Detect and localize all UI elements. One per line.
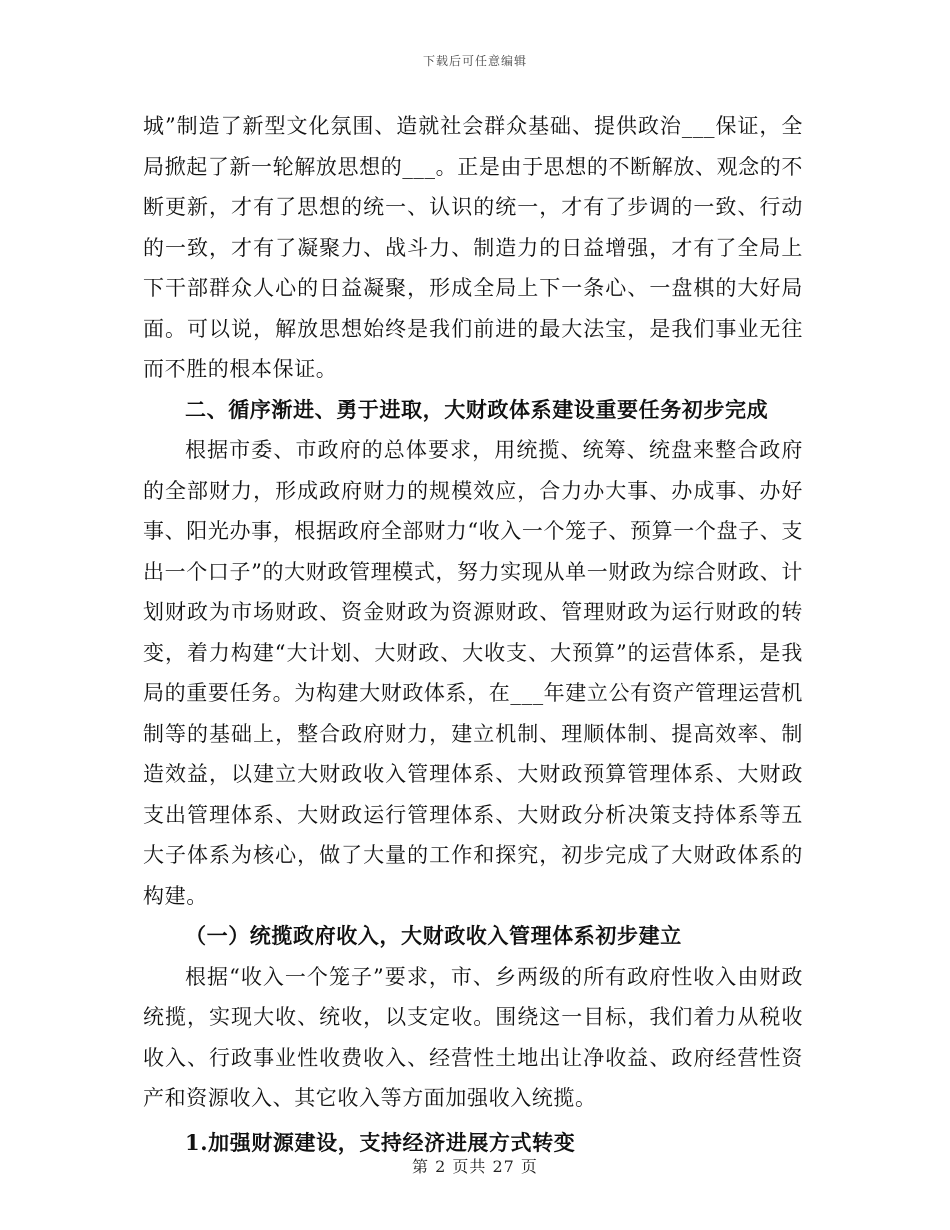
item-heading: 1.加强财源建设，支持经济进展方式转变: [185, 1129, 576, 1155]
body-paragraph: 城”制造了新型文化氛围、造就社会群众基础、提供政治___保证，全局掀起了新一轮解放思想的___。正是由于思想的不断解放、观念的不断更新，才有了思想的统一、认识的统一，才有了步调的一致、行动的一致，才有了凝聚力、战斗力、制造力的日益增强，才有了全局上下干部群众人心的日益凝聚，形成全局上下一条心、一盘棋的大好局面。可以说，解放思想始终是我们前进的最大法宝，是我们事业无往而不胜的根本保证。: [143, 114, 803, 381]
subsection-heading: （一）统揽政府收入，大财政收入管理体系初步建立: [185, 923, 682, 948]
page-header: 下载后可任意编辑: [422, 54, 527, 68]
page-body: [143, 106, 803, 1163]
page-number: 第 2 页共 27 页: [412, 1157, 538, 1176]
body-paragraph: 根据“收入一个笼子”要求，市、乡两级的所有政府性收入由财政统揽，实现大收、统收，以支定收。围绕这一目标，我们着力从税收收入、行政事业性收费收入、经营性土地出让净收益、政府经营性资产和资源收入、其它收入等方面加强收入统揽。: [143, 964, 803, 1110]
section-heading: 二、循序渐进、勇于进取，大财政体系建设重要任务初步完成: [185, 396, 769, 422]
body-paragraph: 根据市委、市政府的总体要求，用统揽、统筹、统盘来整合政府的全部财力，形成政府财力的规模效应，合力办大事、办成事、办好事、阳光办事，根据政府全部财力“收入一个笼子、预算一个盘子、支出一个口子”的大财政管理模式，努力实现从单一财政为综合财政、计划财政为市场财政、资金财政为资源财政、管理财政为运行财政的转变，着力构建“大计划、大财政、大收支、大预算”的运营体系，是我局的重要任务。为构建大财政体系，在___年建立公有资产管理运营机制等的基础上，整合政府财力，建立机制、理顺体制、提高效率、制造效益，以建立大财政收入管理体系、大财政预算管理体系、大财政支出管理体系、大财政运行管理体系、大财政分析决策支持体系等五大子体系为核心，做了大量的工作和探究，初步完成了大财政体系的构建。: [143, 438, 803, 908]
